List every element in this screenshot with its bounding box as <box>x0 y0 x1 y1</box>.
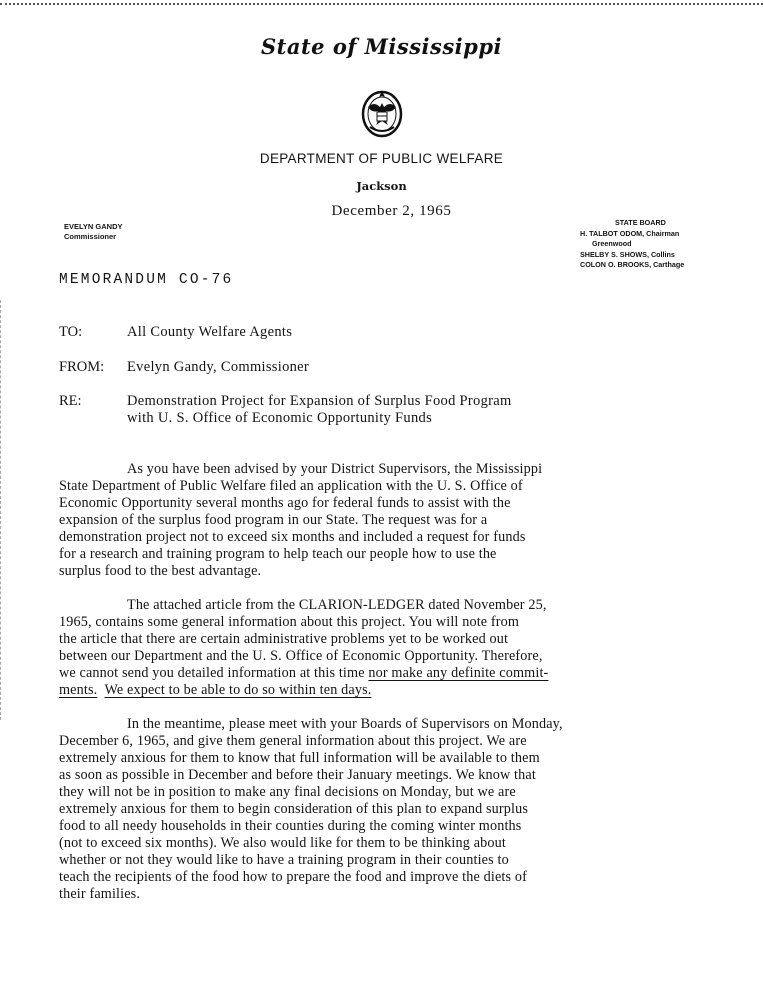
paragraph-line: expansion of the surplus food program in our State. The request was for a <box>59 512 488 528</box>
paragraph-line: surplus food to the best advantage. <box>59 563 262 579</box>
paragraph-line: between our Department and the U. S. Office of Economic Opportunity. Therefore, <box>59 648 543 664</box>
underlined-text: nor make any definite commit- <box>368 665 549 681</box>
state-board-block <box>580 218 684 271</box>
paragraph-line: they will not be in position to make any final decisions on Monday, but we are <box>59 784 516 800</box>
state-board-member-1: H. TALBOT ODOM, Chairman <box>580 228 680 238</box>
commissioner-title: Commissioner <box>64 232 117 241</box>
state-seal-icon <box>356 83 408 141</box>
re-line-1: Demonstration Project for Expansion of Surplus Food Program <box>127 393 512 409</box>
paragraph-text: we cannot send you detailed information at this time <box>59 665 369 681</box>
paragraph-line: extremely anxious for them to know that full information will be available to them <box>59 750 540 766</box>
paragraph-line: State Department of Public Welfare filed an application with the U. S. Office of <box>59 478 523 494</box>
paragraph-3 <box>59 716 704 903</box>
from-value: Evelyn Gandy, Commissioner <box>127 359 310 375</box>
re-label: RE: <box>59 393 82 409</box>
to-label: TO: <box>59 324 83 340</box>
paragraph-1 <box>59 461 704 580</box>
memo-date: December 2, 1965 <box>331 203 452 219</box>
paragraph-line: for a research and training program to help teach our people how to use the <box>59 546 497 562</box>
paragraph-2 <box>59 597 704 699</box>
paragraph-line: In the meantime, please meet with your Boards of Supervisors on Monday, <box>127 716 563 732</box>
paragraph-line: 1965, contains some general information about this project. You will note from <box>59 614 520 630</box>
underlined-text: ments. <box>59 682 98 698</box>
paragraph-line: their families. <box>59 886 141 902</box>
paragraph-line: (not to exceed six months). We also would like for them to be thinking about <box>59 835 506 851</box>
underlined-text: We expect to be able to do so within ten days. <box>104 682 372 698</box>
from-label: FROM: <box>59 359 105 375</box>
scan-edge-mark <box>0 300 2 720</box>
to-value: All County Welfare Agents <box>127 324 293 340</box>
re-subject <box>127 393 512 427</box>
paragraph-line: As you have been advised by your District Supervisors, the Mississippi <box>127 461 543 477</box>
paragraph-line: December 6, 1965, and give them general information about this project. We are <box>59 733 527 749</box>
department-name: DEPARTMENT OF PUBLIC WELFARE <box>259 151 504 166</box>
letterhead-city: Jackson <box>356 179 407 193</box>
commissioner-name: EVELYN GANDY <box>64 222 123 231</box>
paragraph-line: the article that there are certain administrative problems yet to be worked out <box>59 631 509 647</box>
paragraph-line <box>59 665 704 682</box>
paragraph-line: extremely anxious for them to begin consideration of this plan to expand surplus <box>59 801 529 817</box>
paragraph-line: The attached article from the CLARION-LEDGER dated November 25, <box>127 597 547 613</box>
paragraph-line: food to all needy households in their counties during the coming winter months <box>59 818 522 834</box>
re-line-2: with U. S. Office of Economic Opportunity Funds <box>127 410 433 426</box>
state-board-heading: STATE BOARD <box>615 218 666 227</box>
paragraph-line: as soon as possible in December and before their January meetings. We know that <box>59 767 536 783</box>
paragraph-line: demonstration project not to exceed six months and included a request for funds <box>59 529 526 545</box>
letterhead-state-title: State of Mississippi <box>260 34 502 59</box>
state-board-member-2: SHELBY S. SHOWS, Collins <box>580 249 675 259</box>
paragraph-line <box>59 682 704 699</box>
state-board-member-3: COLON O. BROOKS, Carthage <box>580 260 685 269</box>
paragraph-line: Economic Opportunity several months ago for federal funds to assist with the <box>59 495 511 511</box>
memo-number: MEMORANDUM CO-76 <box>59 272 234 288</box>
paragraph-line: teach the recipients of the food how to prepare the food and improve the diets of <box>59 869 527 885</box>
paragraph-line: whether or not they would like to have a training program in their counties to <box>59 852 509 868</box>
page-top-border <box>0 3 763 7</box>
commissioner-block <box>64 222 123 242</box>
state-board-member-1-place: Greenwood <box>592 239 632 248</box>
